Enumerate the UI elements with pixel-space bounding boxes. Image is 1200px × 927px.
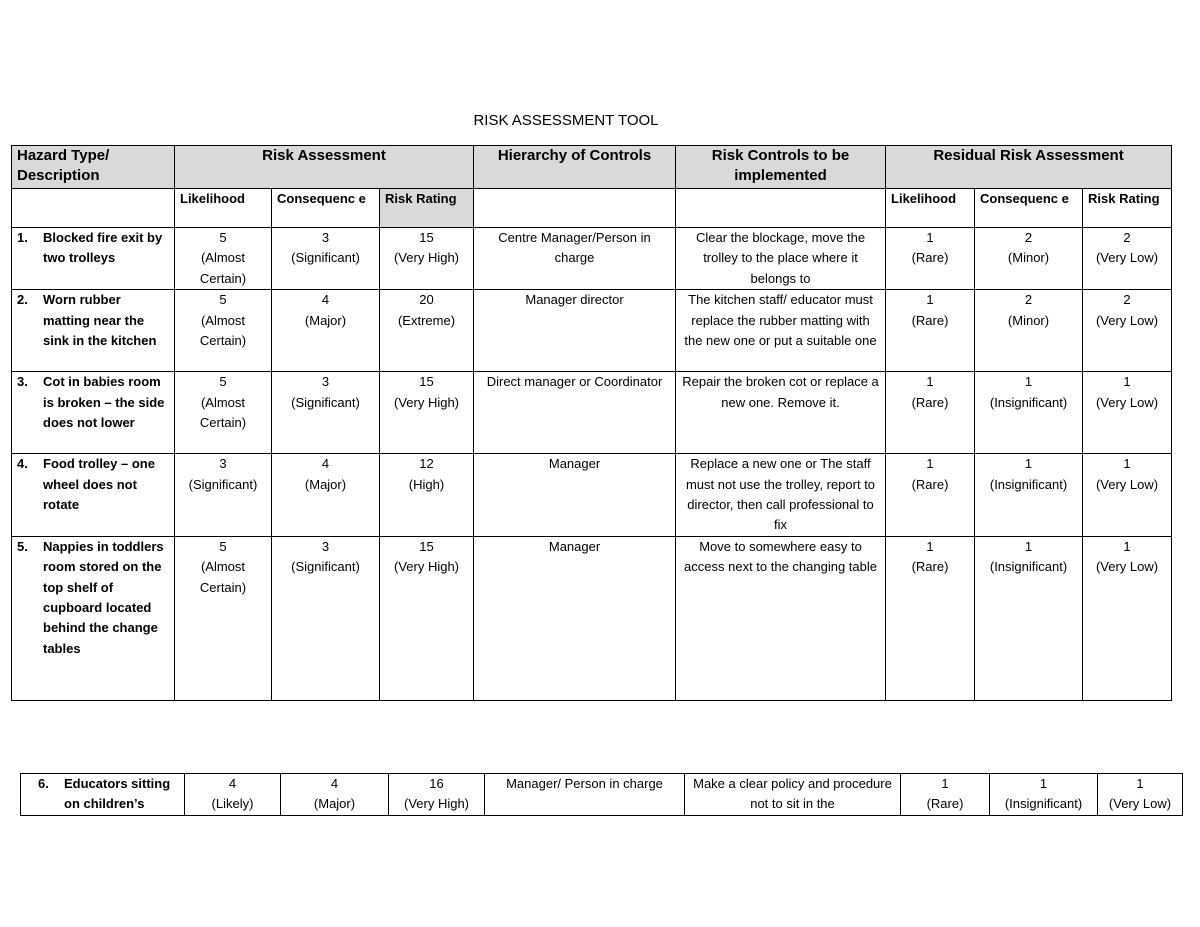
residual-consequence-cell: [975, 454, 1083, 537]
residual-risk-rating-desc: (Very Low): [1095, 312, 1159, 328]
subheader-empty: [12, 189, 175, 228]
risk-rating-cell: [380, 290, 474, 372]
consequence-cell: [272, 372, 380, 454]
row6-rating-cell: [389, 774, 485, 816]
header-hierarchy: Hierarchy of Controls: [474, 146, 676, 189]
risk-rating-value: 12: [419, 456, 434, 472]
consequence-value: 3: [321, 230, 330, 245]
residual-likelihood-value: 1: [926, 292, 934, 308]
risk-controls: Repair the broken cot or replace a new one. Remove it.: [676, 372, 886, 454]
hazard-cell: [12, 228, 175, 290]
row-number: 2.: [17, 292, 28, 308]
hazard-cell: [12, 454, 175, 537]
subheader-risk-rating: Risk Rating: [380, 189, 474, 228]
risk-rating-desc: (Very High): [393, 250, 460, 266]
hierarchy-of-controls: Centre Manager/Person in charge: [474, 228, 676, 290]
residual-risk-rating-desc: (Very Low): [1095, 250, 1159, 266]
risk-rating-desc: (Very High): [393, 394, 460, 410]
table-row: [12, 372, 1172, 454]
row-number: 5.: [17, 538, 28, 554]
row6-res-consequence: 1: [1039, 776, 1048, 791]
table-row: [12, 290, 1172, 372]
subheader-res-risk-rating: Risk Rating: [1083, 189, 1172, 228]
row6-res-likelihood-desc: (Rare): [926, 796, 964, 812]
header-risk-assessment: Risk Assessment: [175, 146, 474, 189]
risk-rating-desc: (High): [408, 476, 445, 492]
row6-res-likelihood-cell: [901, 774, 990, 816]
row6-hazard: Educators sitting on children’s: [64, 776, 171, 812]
consequence-cell: [272, 290, 380, 372]
hazard-description: Nappies in toddlers room stored on the top shelf of cupboard located behind the change tables: [43, 538, 164, 656]
residual-risk-rating-desc: (Very Low): [1095, 394, 1159, 410]
risk-rating-value: 20: [419, 292, 434, 308]
residual-risk-rating-value: 1: [1123, 456, 1131, 472]
table-row: [12, 454, 1172, 537]
header-hazard: Hazard Type/ Description: [12, 146, 175, 189]
likelihood-desc: (Almost Certain): [199, 394, 247, 431]
residual-consequence-value: 2: [1024, 292, 1033, 308]
residual-consequence-desc: (Minor): [1007, 250, 1050, 266]
residual-consequence-desc: (Insignificant): [989, 559, 1068, 575]
header-residual: Residual Risk Assessment: [886, 146, 1172, 189]
residual-likelihood-desc: (Rare): [911, 312, 949, 328]
risk-table-continued: [20, 773, 1183, 816]
row6-res-consequence-cell: [990, 774, 1098, 816]
row6-rating-desc: (Very High): [403, 796, 470, 812]
residual-risk-rating-cell: [1083, 454, 1172, 537]
consequence-cell: [272, 454, 380, 537]
likelihood-desc: (Almost Certain): [199, 250, 247, 286]
table-row: [12, 536, 1172, 700]
residual-consequence-desc: (Minor): [1007, 312, 1050, 328]
residual-likelihood-value: 1: [926, 374, 934, 390]
table-row: [12, 228, 1172, 290]
hierarchy-of-controls: Manager: [474, 454, 676, 537]
row6-likelihood-desc: (Likely): [211, 796, 254, 812]
residual-likelihood-cell: [886, 536, 975, 700]
risk-rating-value: 15: [419, 538, 434, 554]
risk-rating-desc: (Extreme): [397, 312, 456, 328]
risk-rating-value: 15: [419, 374, 434, 390]
consequence-desc: (Significant): [291, 559, 360, 575]
risk-rating-cell: [380, 536, 474, 700]
hierarchy-of-controls: Direct manager or Coordinator: [474, 372, 676, 454]
likelihood-desc: (Almost Certain): [199, 559, 247, 595]
residual-risk-rating-cell: [1083, 290, 1172, 372]
row6-controls: Make a clear policy and procedure not to sit in the: [685, 774, 901, 816]
residual-risk-rating-cell: [1083, 536, 1172, 700]
row6-res-rating-desc: (Very Low): [1108, 796, 1172, 812]
residual-likelihood-value: 1: [926, 230, 934, 245]
residual-likelihood-cell: [886, 228, 975, 290]
row6-likelihood: 4: [228, 776, 237, 791]
residual-consequence-value: 1: [1024, 374, 1033, 390]
row-number: 4.: [17, 456, 28, 472]
table-row: [21, 774, 1183, 816]
residual-consequence-value: 1: [1024, 456, 1033, 472]
risk-controls: The kitchen staff/ educator must replace the rubber matting with the new one or put a suitable one: [676, 290, 886, 372]
risk-rating-desc: (Very High): [393, 559, 460, 575]
residual-consequence-cell: [975, 536, 1083, 700]
residual-risk-rating-cell: [1083, 228, 1172, 290]
subheader-row: [12, 189, 1172, 228]
residual-risk-rating-value: 2: [1123, 230, 1131, 245]
residual-likelihood-value: 1: [926, 456, 934, 472]
risk-rating-cell: [380, 372, 474, 454]
likelihood-cell: [175, 454, 272, 537]
residual-risk-rating-cell: [1083, 372, 1172, 454]
subheader-res-likelihood: Likelihood: [886, 189, 975, 228]
risk-table: [11, 145, 1172, 701]
residual-risk-rating-value: 1: [1123, 538, 1131, 554]
hazard-description: Worn rubber matting near the sink in the kitchen: [43, 292, 157, 349]
header-risk-controls: Risk Controls to be implemented: [676, 146, 886, 189]
row6-res-rating-cell: [1098, 774, 1183, 816]
risk-controls: Move to somewhere easy to access next to the changing table: [676, 536, 886, 700]
risk-rating-value: 15: [419, 230, 434, 245]
row6-likelihood-cell: [185, 774, 281, 816]
consequence-desc: (Significant): [291, 394, 360, 410]
residual-likelihood-desc: (Rare): [911, 394, 949, 410]
residual-consequence-value: 2: [1024, 230, 1033, 245]
row6-consequence-desc: (Major): [313, 796, 356, 812]
likelihood-desc: (Significant): [188, 476, 258, 492]
risk-rating-cell: [380, 454, 474, 537]
header-row: [12, 146, 1172, 189]
hazard-description: Blocked fire exit by two trolleys: [43, 230, 163, 266]
residual-consequence-desc: (Insignificant): [989, 476, 1068, 492]
risk-rating-cell: [380, 228, 474, 290]
residual-risk-rating-value: 2: [1123, 292, 1131, 308]
residual-likelihood-desc: (Rare): [911, 476, 949, 492]
residual-risk-rating-desc: (Very Low): [1095, 476, 1159, 492]
likelihood-value: 5: [219, 230, 227, 245]
subheader-consequence: Consequenc e: [272, 189, 380, 228]
consequence-value: 4: [321, 456, 330, 472]
likelihood-value: 5: [219, 374, 227, 390]
risk-controls: Replace a new one or The staff must not use the trolley, report to director, then call professional to fix: [676, 454, 886, 537]
likelihood-value: 5: [219, 292, 227, 308]
row6-rating: 16: [429, 776, 444, 791]
consequence-desc: (Significant): [291, 250, 360, 266]
residual-consequence-value: 1: [1024, 538, 1033, 554]
row-number: 1.: [17, 230, 28, 245]
row-number: 3.: [17, 374, 28, 390]
hazard-description: Cot in babies room is broken – the side does not lower: [43, 374, 165, 431]
page-title: RISK ASSESSMENT TOOL: [473, 112, 659, 129]
row6-number: 6.: [38, 776, 49, 791]
hazard-cell: [12, 290, 175, 372]
risk-controls: Clear the blockage, move the trolley to the place where it belongs to: [676, 228, 886, 290]
consequence-value: 3: [321, 374, 330, 390]
row6-res-consequence-desc: (Insignificant): [1004, 796, 1083, 812]
residual-likelihood-value: 1: [926, 538, 934, 554]
likelihood-cell: [175, 536, 272, 700]
residual-likelihood-desc: (Rare): [911, 250, 949, 266]
row6-hierarchy: Manager/ Person in charge: [485, 774, 685, 816]
consequence-cell: [272, 536, 380, 700]
subheader-likelihood: Likelihood: [175, 189, 272, 228]
row6-res-rating: 1: [1136, 776, 1144, 791]
likelihood-cell: [175, 290, 272, 372]
row6-consequence: 4: [330, 776, 339, 791]
likelihood-desc: (Almost Certain): [199, 312, 247, 349]
residual-consequence-cell: [975, 228, 1083, 290]
residual-consequence-cell: [975, 290, 1083, 372]
residual-likelihood-cell: [886, 454, 975, 537]
likelihood-value: 5: [219, 538, 227, 554]
likelihood-cell: [175, 372, 272, 454]
residual-risk-rating-value: 1: [1123, 374, 1131, 390]
residual-likelihood-cell: [886, 290, 975, 372]
hazard-cell: [12, 536, 175, 700]
hazard-cell: [12, 372, 175, 454]
row6-hazard-cell: [21, 774, 185, 816]
consequence-value: 4: [321, 292, 330, 308]
consequence-desc: (Major): [304, 312, 347, 328]
subheader-empty: [474, 189, 676, 228]
consequence-cell: [272, 228, 380, 290]
likelihood-value: 3: [219, 456, 227, 472]
likelihood-cell: [175, 228, 272, 290]
residual-risk-rating-desc: (Very Low): [1095, 559, 1159, 575]
row6-res-likelihood: 1: [941, 776, 949, 791]
consequence-desc: (Major): [304, 476, 347, 492]
consequence-value: 3: [321, 538, 330, 554]
subheader-res-consequence: Consequenc e: [975, 189, 1083, 228]
subheader-empty: [676, 189, 886, 228]
residual-consequence-desc: (Insignificant): [989, 394, 1068, 410]
residual-consequence-cell: [975, 372, 1083, 454]
hazard-description: Food trolley – one wheel does not rotate: [43, 456, 155, 513]
residual-likelihood-cell: [886, 372, 975, 454]
hierarchy-of-controls: Manager: [474, 536, 676, 700]
hierarchy-of-controls: Manager director: [474, 290, 676, 372]
residual-likelihood-desc: (Rare): [911, 559, 949, 575]
row6-consequence-cell: [281, 774, 389, 816]
